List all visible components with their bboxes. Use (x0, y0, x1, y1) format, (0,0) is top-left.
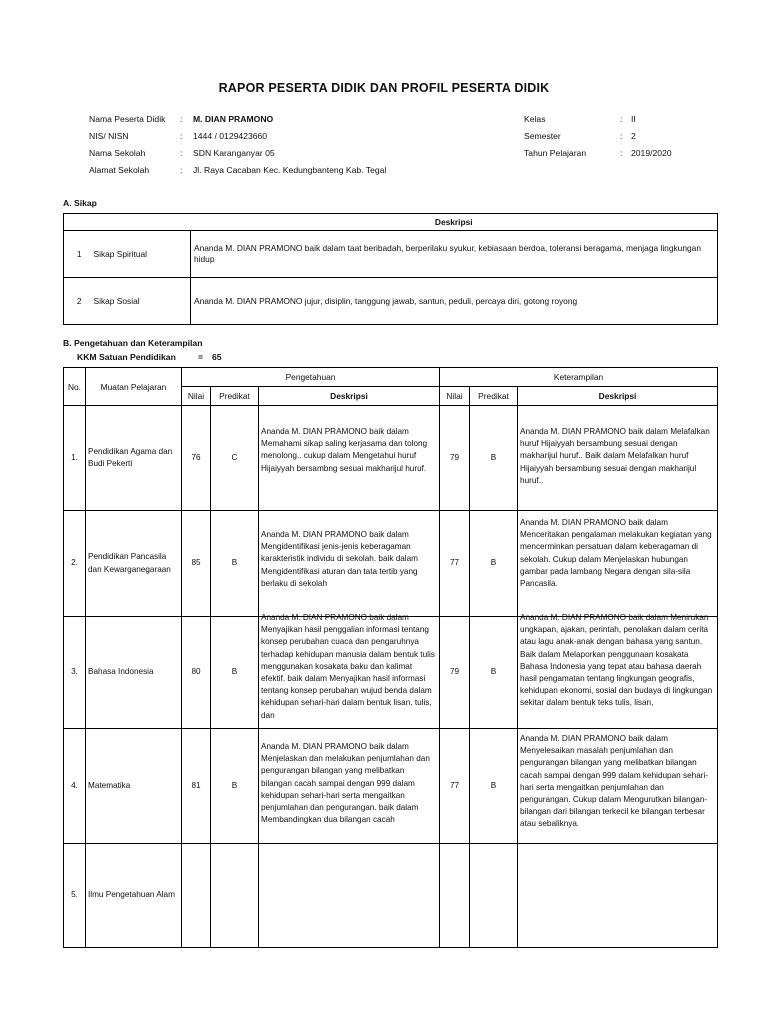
p-deskripsi-cell (259, 511, 440, 617)
p-nilai: 76 (182, 406, 211, 511)
row-number: 2 (64, 278, 88, 325)
nis-label: NIS/ NISN (89, 131, 129, 141)
header-nilai: Nilai (440, 387, 470, 406)
p-predikat: B (211, 617, 259, 729)
sikap-table (63, 213, 718, 325)
k-deskripsi: Ananda M. DIAN PRAMONO baik dalam Menyelesaikan masalah penjumlahan dan pengurangan bilangan yang melibatkan bilangan cacah sampai dengan 999 dalam kehidupan sehari-hari serta mengaitkan penjumlahan dan pengurangan. Cukup dalam Mengurutkan bilangan-bilangan dari bilangan terkecil ke bilangan terbesar atau sebaliknya. (520, 734, 709, 829)
row-number: 5. (64, 844, 86, 948)
report-title: RAPOR PESERTA DIDIK DAN PROFIL PESERTA DIDIK (218, 81, 550, 95)
colon: : (180, 114, 183, 124)
sikap-desc-header (191, 214, 718, 231)
p-nilai: 80 (182, 617, 211, 729)
p-nilai (182, 844, 211, 948)
colon: : (620, 114, 623, 124)
row-number: 4. (64, 729, 86, 844)
header-muatan: Muatan Pelajaran (86, 368, 182, 406)
class-label: Kelas (524, 114, 546, 124)
table-row (64, 511, 718, 617)
subject-name: Pendidikan Pancasila dan Kewarganegaraan (86, 511, 182, 617)
sikap-name: Sikap Spiritual (88, 231, 191, 278)
colon: : (620, 148, 623, 158)
header-text: Deskripsi (434, 217, 473, 227)
subject-name: Pendidikan Agama dan Budi Pekerti (86, 406, 182, 511)
sikap-name: Sikap Sosial (88, 278, 191, 325)
student-name: M. DIAN PRAMONO (193, 114, 274, 124)
k-predikat: B (470, 617, 518, 729)
row-number: 1 (64, 231, 88, 278)
p-deskripsi-cell (259, 729, 440, 844)
table-row (64, 231, 718, 278)
section-pk-heading: B. Pengetahuan dan Keterampilan (63, 338, 203, 348)
table-row (64, 617, 718, 729)
p-deskripsi-cell (259, 406, 440, 511)
sikap-header-empty (64, 214, 191, 231)
section-sikap-heading: A. Sikap (63, 198, 97, 208)
k-deskripsi-cell (518, 729, 718, 844)
colon: : (620, 131, 623, 141)
semester-label: Semester (524, 131, 561, 141)
nis-value: 1444 / 0129423660 (193, 131, 268, 141)
year-label: Tahun Pelajaran (524, 148, 587, 158)
colon: : (180, 148, 183, 158)
table-row (64, 729, 718, 844)
k-predikat: B (470, 729, 518, 844)
k-predikat: B (470, 511, 518, 617)
school-label: Nama Sekolah (89, 148, 146, 158)
k-deskripsi-cell (518, 511, 718, 617)
grades-table (63, 367, 718, 948)
p-deskripsi: Ananda M. DIAN PRAMONO baik dalam Memahami sikap saling kerjasama dan tolong menolong.. cukup dalam Mengetahui huruf Hijaiyyah bersambng sesuai makharijul huruf. (261, 427, 428, 473)
table-row (64, 278, 718, 325)
sikap-desc: Ananda M. DIAN PRAMONO jujur, disiplin, tanggung jawab, santun, peduli, percaya diri, gotong royong (191, 278, 718, 325)
p-predikat (211, 844, 259, 948)
kkm-value: 65 (212, 352, 222, 362)
k-nilai: 79 (440, 406, 470, 511)
p-deskripsi: Ananda M. DIAN PRAMONO baik dalam Mengidentifikasi jenis-jenis keberagaman karakteristik individu di sekolah. baik dalam Mengidentifikasi aturan dan tata tertib yang berlaku di sekolah (261, 530, 419, 588)
p-predikat: B (211, 511, 259, 617)
header-predikat: Predikat (470, 387, 518, 406)
sikap-desc: Ananda M. DIAN PRAMONO baik dalam taat beribadah, berperilaku syukur, kebiasaan berdoa, toleransi beragama, menjaga lingkungan hidup (191, 231, 718, 278)
p-deskripsi (259, 844, 440, 948)
p-predikat: B (211, 729, 259, 844)
p-predikat: C (211, 406, 259, 511)
header-predikat: Predikat (211, 387, 259, 406)
subject-name: Bahasa Indonesia (86, 617, 182, 729)
colon: : (180, 165, 183, 175)
k-deskripsi-cell (518, 406, 718, 511)
address-label: Alamat Sekolah (89, 165, 150, 175)
school-value: SDN Karanganyar 05 (193, 148, 275, 158)
k-deskripsi: Ananda M. DIAN PRAMONO baik dalam Menirukan ungkapan, ajakan, perintah, penolakan dalam cerita atau lagu anak-anak dengan bahasa yang santun. Baik dalam Melaporkan penggunaan kosakata Bahasa Indonesia yang tepat atau bahasa daerah hasil pengamatan tentang lingkungan geografis, kehidupan ekonomi, sosial dan budaya di lingkungan sekitar dalam bentuk teks tulis, lisan, (520, 613, 713, 708)
row-number: 2. (64, 511, 86, 617)
row-number: 1. (64, 406, 86, 511)
class-value: II (631, 114, 636, 124)
address-value: Jl. Raya Cacaban Kec. Kedungbanteng Kab. Tegal (193, 165, 387, 175)
k-deskripsi-cell (518, 613, 718, 729)
p-deskripsi: Ananda M. DIAN PRAMONO baik dalam Menyajikan hasil penggalian informasi tentang konsep perubahan cuaca dan pengaruhnya terhadap kehidupan manusia dalam bentuk tulis menggunakan kosakata baku dan kalimat efektif. baik dalam Menyajikan hasil informasi tentang konsep perubahan wujud benda dalam kehidupan sehari-hari dalam bentuk lisan, tulis, dan (261, 613, 435, 720)
year-value: 2019/2020 (631, 148, 672, 158)
kkm-label: KKM Satuan Pendidikan (77, 352, 176, 362)
header-no: No. (64, 368, 86, 406)
k-deskripsi (518, 844, 718, 948)
colon: : (180, 131, 183, 141)
p-deskripsi-cell (259, 613, 440, 729)
semester-value: 2 (631, 131, 636, 141)
header-deskripsi: Deskripsi (259, 387, 440, 406)
row-number: 3. (64, 617, 86, 729)
p-nilai: 85 (182, 511, 211, 617)
header-pengetahuan: Pengetahuan (182, 368, 440, 387)
header-nilai: Nilai (182, 387, 211, 406)
k-nilai: 77 (440, 729, 470, 844)
table-row (64, 844, 718, 948)
k-nilai: 79 (440, 617, 470, 729)
k-deskripsi: Ananda M. DIAN PRAMONO baik dalam Melafalkan huruf Hijaiyyah bersambung sesuai dengan makharijul huruf.. Baik dalam Melafalkan huruf Hijaiyyah bersambung sesuai dengan makharijul huruf.. (520, 427, 710, 485)
p-deskripsi: Ananda M. DIAN PRAMONO baik dalam Menjelaskan dan melakukan penjumlahan dan pengurangan bilangan yang melibatkan bilangan cacah sampai dengan 999 dalam kehidupan sehari-hari serta mengaitkan penjumlahan dan pengurangan. baik dalam Membandingkan dua bilangan cacah (261, 742, 430, 825)
kkm-equals: = (198, 352, 204, 362)
k-deskripsi: Ananda M. DIAN PRAMONO baik dalam Menceritakan pengalaman melakukan kegiatan yang mencerminkan persatuan dalam keberagaman di sekolah. Cukup dalam Menjelaskan hubungan gambar pada lambang Negara dengan sila-sila Pancasila. (520, 518, 712, 589)
table-row (64, 406, 718, 511)
k-predikat: B (470, 406, 518, 511)
k-predikat (470, 844, 518, 948)
p-nilai: 81 (182, 729, 211, 844)
subject-name: Ilmu Pengetahuan Alam (86, 844, 182, 948)
header-keterampilan: Keterampilan (440, 368, 718, 387)
k-nilai: 77 (440, 511, 470, 617)
k-nilai (440, 844, 470, 948)
header-deskripsi: Deskripsi (518, 387, 718, 406)
student-name-label: Nama Peserta Didik (89, 114, 166, 124)
subject-name: Matematika (86, 729, 182, 844)
